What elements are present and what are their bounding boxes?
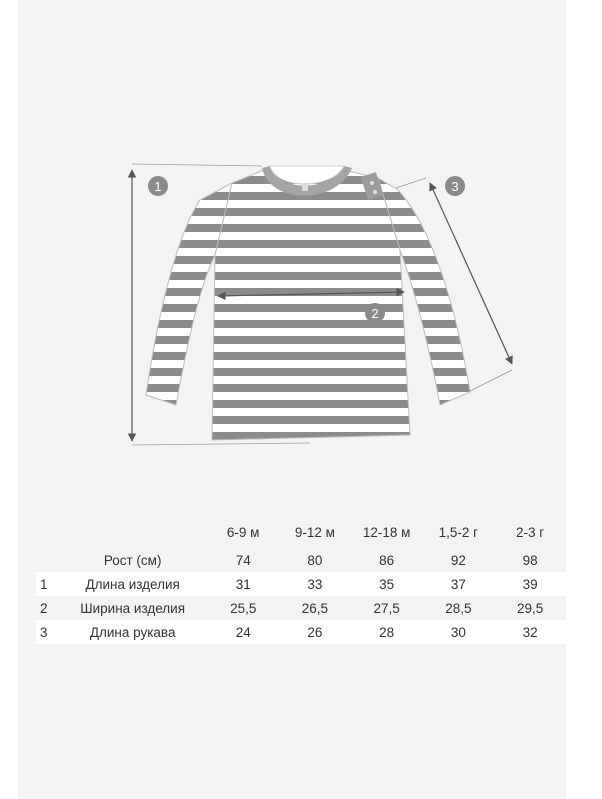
- table-cell: 31: [235, 576, 251, 592]
- table-cell: 27,5: [373, 600, 400, 616]
- row-number: 2: [40, 600, 48, 616]
- row-number: [36, 548, 58, 572]
- table-cell: 33: [307, 576, 323, 592]
- size-header: 2-3 г: [516, 524, 545, 540]
- size-header-row: [36, 516, 566, 548]
- marker-1: [148, 176, 168, 196]
- table-cell: 28: [379, 624, 395, 640]
- row-label: Длина изделия: [85, 576, 180, 592]
- table-row-sleeve: [36, 620, 566, 644]
- row-label: Длина рукава: [89, 624, 176, 640]
- table-cell: 98: [522, 552, 538, 568]
- table-cell: 32: [522, 624, 538, 640]
- size-table: [36, 516, 566, 644]
- table-row-height: [36, 548, 566, 572]
- marker-3-label: 3: [451, 179, 459, 194]
- header-empty-label: [58, 516, 207, 548]
- table-cell: 92: [450, 552, 466, 568]
- table-cell: 29,5: [516, 600, 544, 616]
- table-cell: 39: [522, 576, 538, 592]
- header-empty-num: [36, 516, 58, 548]
- table-cell: 26: [307, 624, 323, 640]
- row-number: 3: [40, 624, 48, 640]
- size-header: 9-12 м: [294, 524, 335, 540]
- row-number: 1: [40, 576, 48, 592]
- table-cell: 28,5: [445, 600, 472, 616]
- table-cell: 30: [450, 624, 466, 640]
- table-cell: 86: [379, 552, 395, 568]
- row-label: Рост (см): [103, 552, 162, 568]
- size-header: 1,5-2 г: [438, 524, 479, 540]
- table-cell: 25,5: [230, 600, 257, 616]
- size-header: 6-9 м: [226, 524, 260, 540]
- table-cell: 74: [235, 552, 251, 568]
- table-row-length: [36, 572, 566, 596]
- marker-2-label: 2: [371, 306, 379, 321]
- marker-1-label: 1: [154, 179, 162, 194]
- size-header: 12-18 м: [362, 524, 411, 540]
- table-cell: 80: [307, 552, 323, 568]
- table-cell: 37: [450, 576, 466, 592]
- marker-3: [445, 176, 465, 196]
- marker-2: [365, 303, 385, 323]
- table-cell: 35: [379, 576, 395, 592]
- table-cell: 26,5: [301, 600, 329, 616]
- striped-shirt-illustration: [146, 166, 470, 440]
- table-row-width: [36, 596, 566, 620]
- row-label: Ширина изделия: [80, 600, 186, 616]
- table-cell: 24: [235, 624, 251, 640]
